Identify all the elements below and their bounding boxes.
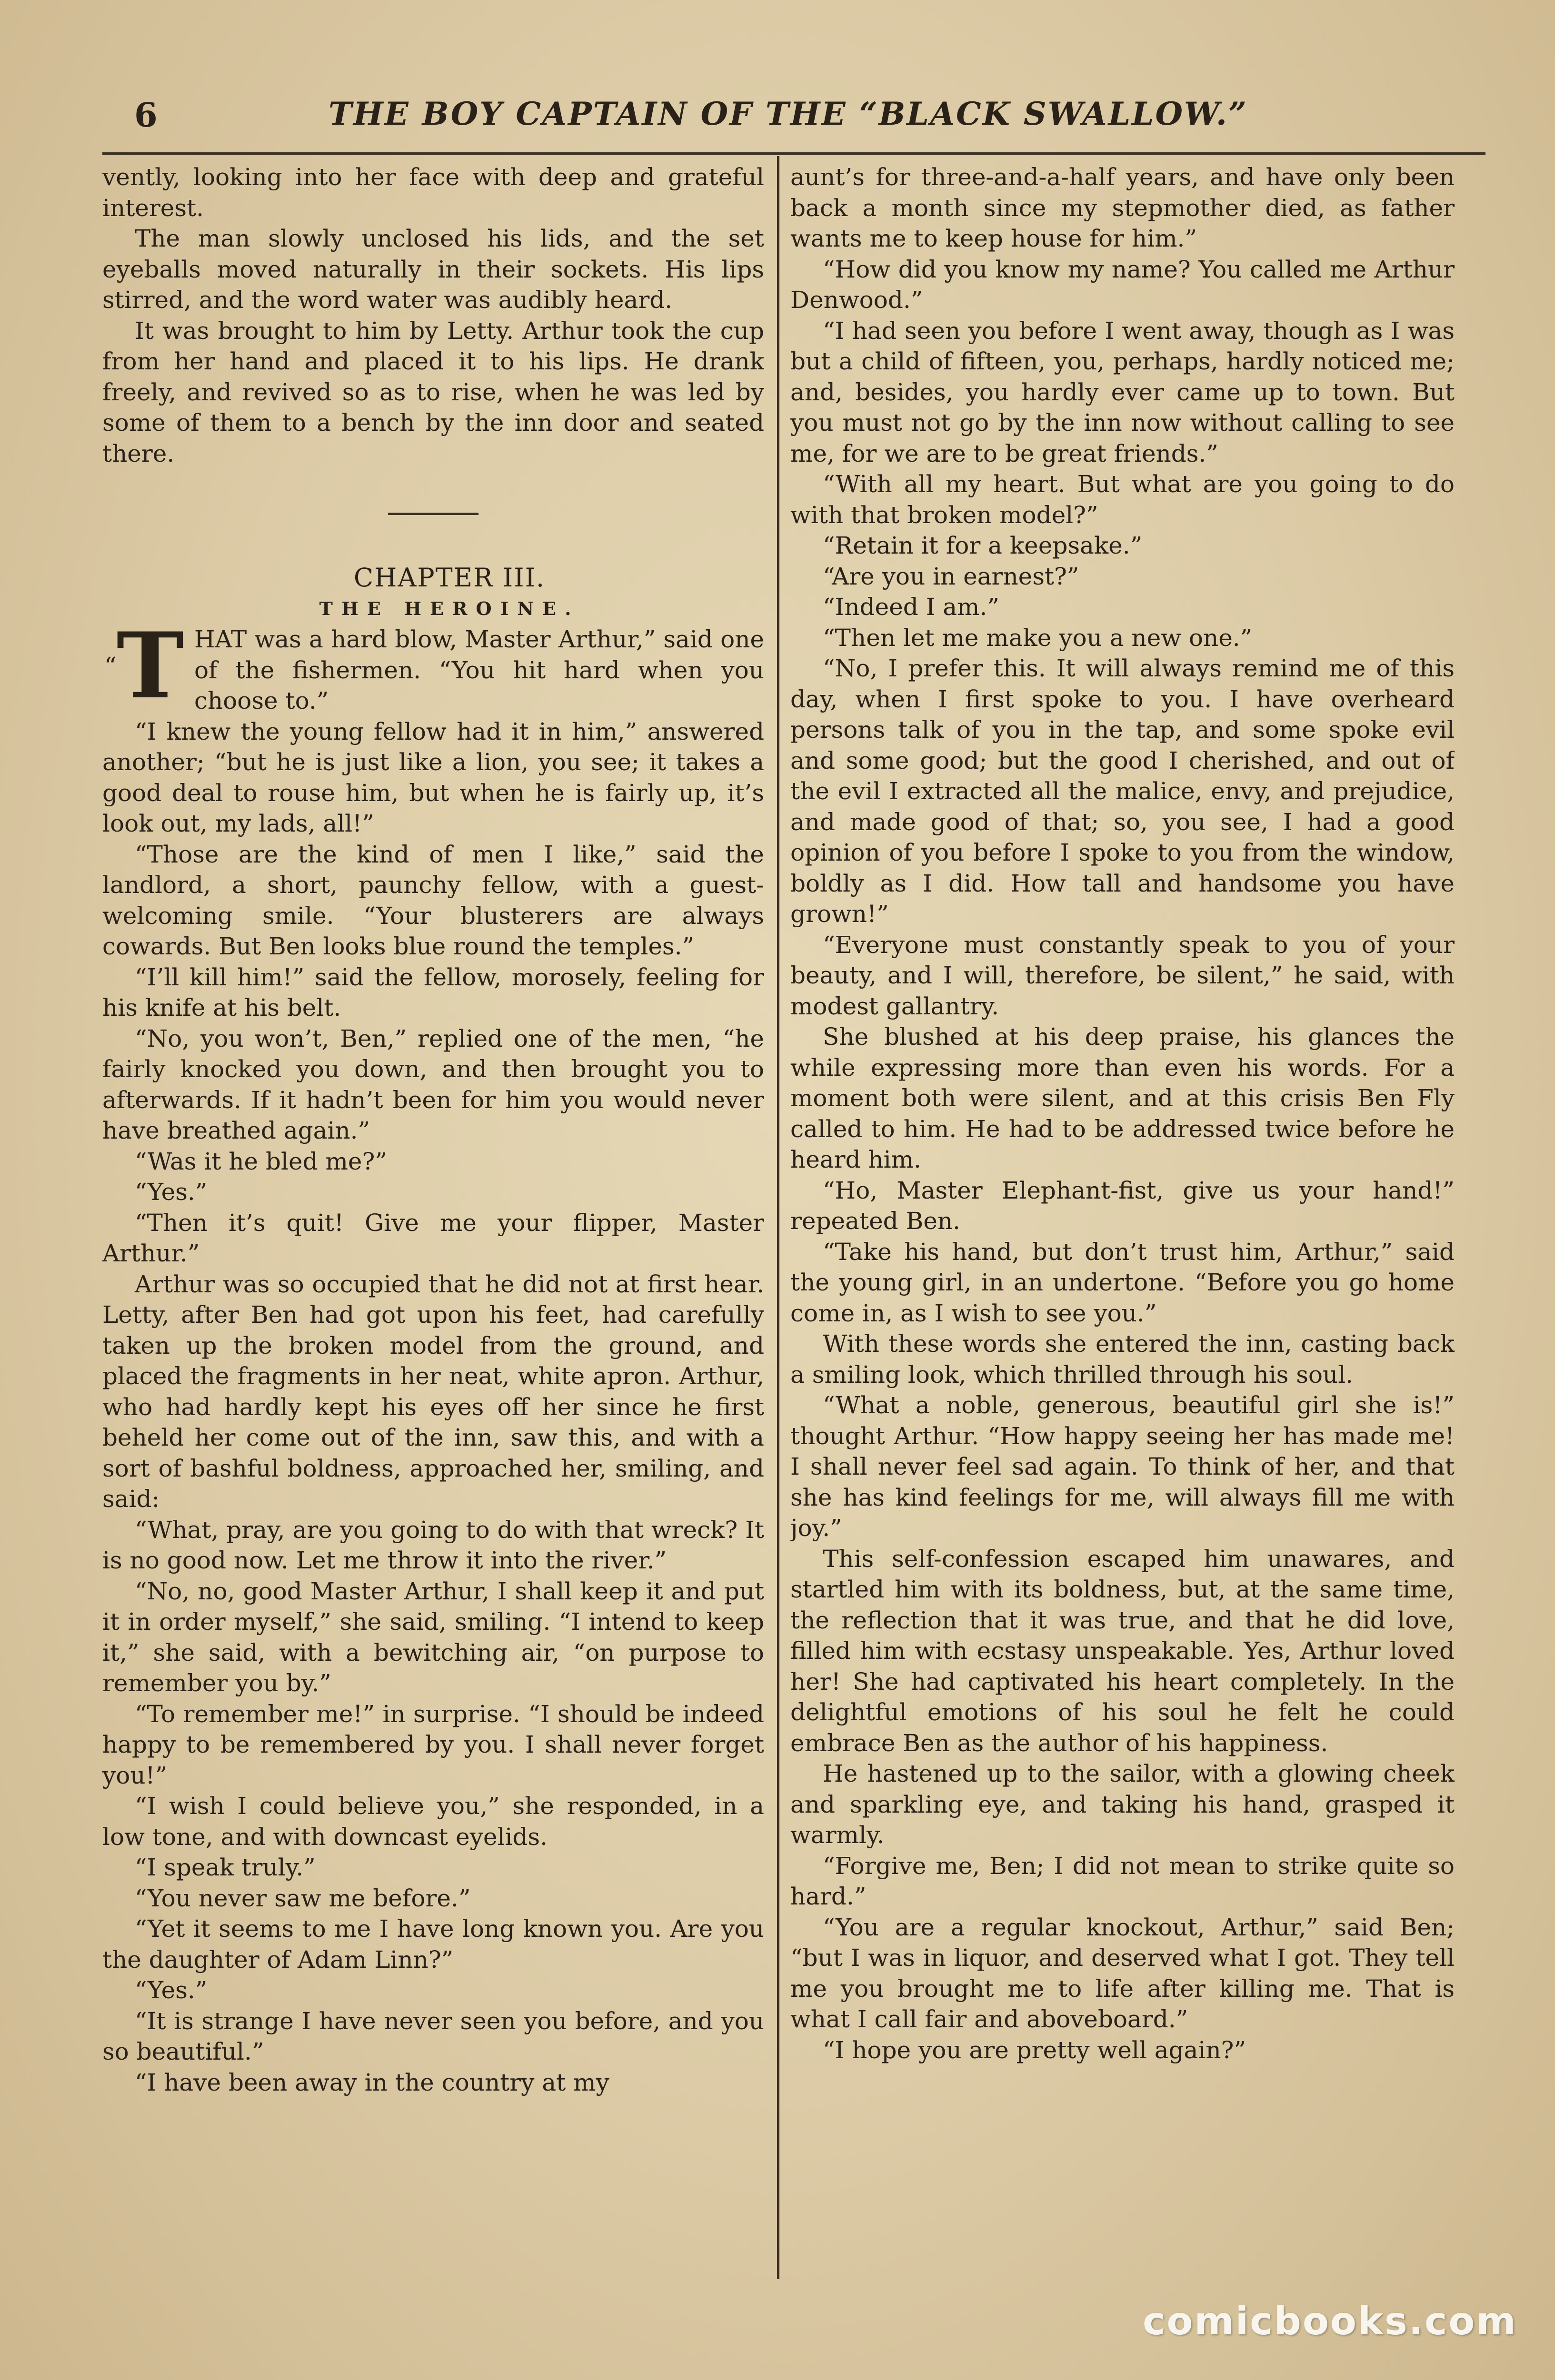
paragraph: aunt’s for three-and-a-half years, and have only been back a month since my stepmother died, as father wants me to keep house for him.”	[790, 163, 1455, 252]
paragraph: “It is strange I have never seen you before, and you so beautiful.”	[102, 2007, 764, 2065]
chapter-title: CHAPTER III.	[353, 563, 546, 593]
paragraph: “Those are the kind of men I like,” said the landlord, a short, paunchy fellow, with a guest-welcoming smile. “Your blusterers are always cowards. But Ben looks blue round the temples.”	[102, 840, 764, 960]
paragraph: “Then let me make you a new one.”	[823, 624, 1253, 652]
paragraph: “Take his hand, but don’t trust him, Arthur,” said the young girl, in an undertone. “Before you go home come in, as I wish to see you.”	[790, 1238, 1455, 1327]
paragraph: “Yes.”	[135, 1976, 208, 2004]
paragraph: “Are you in earnest?”	[823, 562, 1079, 590]
paragraph: “Retain it for a keepsake.”	[823, 532, 1143, 559]
paragraph: “Yes.”	[135, 1178, 208, 1206]
paragraph: The man slowly unclosed his lids, and the set eyeballs moved naturally in their sockets. His lips stirred, and the word water was audibly heard.	[102, 225, 764, 314]
paragraph: “Everyone must constantly speak to you of your beauty, and I will, therefore, be silent,” he said, with modest gallantry.	[790, 931, 1455, 1020]
drop-cap	[104, 613, 184, 719]
header-rule	[102, 152, 1485, 155]
paragraph: “I knew the young fellow had it in him,” answered another; “but he is just like a lion, you see; it takes a good deal to rouse him, but when he is fairly up, it’s look out, my lads, all!”	[102, 717, 764, 837]
paragraph: “Then it’s quit! Give me your flipper, Master Arthur.”	[102, 1209, 764, 1267]
paragraph: “No, no, good Master Arthur, I shall keep it and put it in order myself,” she said, smiling. “I intend to keep it,” she said, with a bewitching air, “on purpose to remember you by.”	[102, 1577, 764, 1697]
paragraph: “I had seen you before I went away, though as I was but a child of fifteen, you, perhaps, hardly noticed me; and, besides, you hardly ever came up to town. But you must not go by the inn now without calling to see me, for we are to be great friends.”	[790, 317, 1455, 467]
paragraph: “No, I prefer this. It will always remind me of this day, when I first spoke to you. I have overheard persons talk of you in the tap, and some spoke evil and some good; but the good I cherished, and out of the evil I extracted all the malice, envy, and prejudice, and made good of that; so, you see, I had a good opinion of you before I spoke to you from the window, boldly as I did. How tall and handsome you have grown!”	[790, 654, 1455, 928]
opening-quote: “	[104, 652, 117, 680]
paragraph: “What a noble, generous, beautiful girl she is!” thought Arthur. “How happy seeing her has made me! I shall never feel sad again. To think of her, and that she has kind feelings for me, will always fill me with joy.”	[790, 1391, 1455, 1542]
column-divider	[777, 156, 779, 2279]
paragraph: “Ho, Master Elephant-fist, give us your hand!” repeated Ben.	[790, 1176, 1455, 1235]
paragraph: “Forgive me, Ben; I did not mean to strike quite so hard.”	[790, 1852, 1455, 1910]
section-divider	[388, 513, 478, 515]
paragraph: It was brought to him by Letty. Arthur took the cup from her hand and placed it to his lips. He drank freely, and revived so as to rise, when he was led by some of them to a bench by the inn door and seated there.	[102, 317, 764, 467]
paragraph: “What, pray, are you going to do with that wreck? It is no good now. Let me throw it into the river.”	[102, 1516, 764, 1574]
paragraph: “No, you won’t, Ben,” replied one of the men, “he fairly knocked you down, and then brought you to afterwards. If it hadn’t been for him you would never have breathed again.”	[102, 1024, 764, 1144]
paragraph: He hastened up to the sailor, with a glowing cheek and sparkling eye, and taking his hand, grasped it warmly.	[790, 1760, 1455, 1849]
paragraph: “You never saw me before.”	[135, 1884, 471, 1912]
paragraph: Arthur was so occupied that he did not at first hear. Letty, after Ben had got upon his feet, had carefully taken up the broken model from the ground, and placed the fragments in her neat, white apron. Arthur, who had hardly kept his eyes off her since he first beheld her come out of the inn, saw this, and with a sort of bashful boldness, approached her, smiling, and said:	[102, 1270, 764, 1513]
paragraph: “I wish I could believe you,” she responded, in a low tone, and with downcast eyelids.	[102, 1792, 764, 1851]
paragraph: “With all my heart. But what are you going to do with that broken model?”	[790, 470, 1455, 529]
paragraph: “I’ll kill him!” said the fellow, morosely, feeling for his knife at his belt.	[102, 963, 764, 1021]
paragraph: vently, looking into her face with deep and grateful interest.	[102, 163, 764, 222]
page-header	[129, 90, 1485, 148]
opening-text: HAT was a hard blow, Master Arthur,” said one of the fishermen. “You hit hard when you choose to.”	[194, 625, 764, 714]
paragraph: “To remember me!” in surprise. “I should be indeed happy to be remembered by you. I shall never forget you!”	[102, 1700, 764, 1789]
paragraph: “I speak truly.”	[135, 1854, 316, 1881]
paragraph: “Yet it seems to me I have long known you. Are you the daughter of Adam Linn?”	[102, 1915, 764, 1973]
paragraph: “I have been away in the country at my	[135, 2068, 609, 2096]
opening-paragraph	[102, 613, 764, 719]
paragraph: “Indeed I am.”	[823, 593, 999, 621]
watermark-text: comicbooks.com	[1143, 2299, 1517, 2343]
paragraph: “I hope you are pretty well again?”	[823, 2036, 1246, 2064]
running-title: THE BOY CAPTAIN OF THE “BLACK SWALLOW.”	[329, 95, 1248, 132]
right-column	[790, 162, 1455, 2280]
paragraph: With these words she entered the inn, casting back a smiling look, which thrilled through his soul.	[790, 1330, 1455, 1388]
paragraph: “How did you know my name? You called me Arthur Denwood.”	[790, 255, 1455, 314]
page-number: 6	[134, 95, 158, 135]
paragraph: This self-confession escaped him unawares, and startled him with its boldness, but, at the same time, the reflection that it was true, and that he did love, filled him with ecstasy unspeakable. Yes, Arthur loved her! She had captivated his heart completely. In the delightful emotions of his soul he felt he could embrace Ben as the author of his happiness.	[790, 1545, 1455, 1757]
paragraph: She blushed at his deep praise, his glances the while expressing more than even his words. For a moment both were silent, and at this crisis Ben Fly called to him. He had to be addressed twice before he heard him.	[790, 1023, 1455, 1173]
drop-cap-letter: T	[116, 613, 184, 719]
left-column	[102, 162, 764, 2280]
chapter-subtitle: THE HEROINE.	[319, 597, 580, 619]
paragraph: “Was it he bled me?”	[135, 1147, 387, 1175]
paragraph: “You are a regular knockout, Arthur,” said Ben; “but I was in liquor, and deserved what I got. They tell me you brought me to life after killing me. That is what I call fair and aboveboard.”	[790, 1913, 1455, 2033]
